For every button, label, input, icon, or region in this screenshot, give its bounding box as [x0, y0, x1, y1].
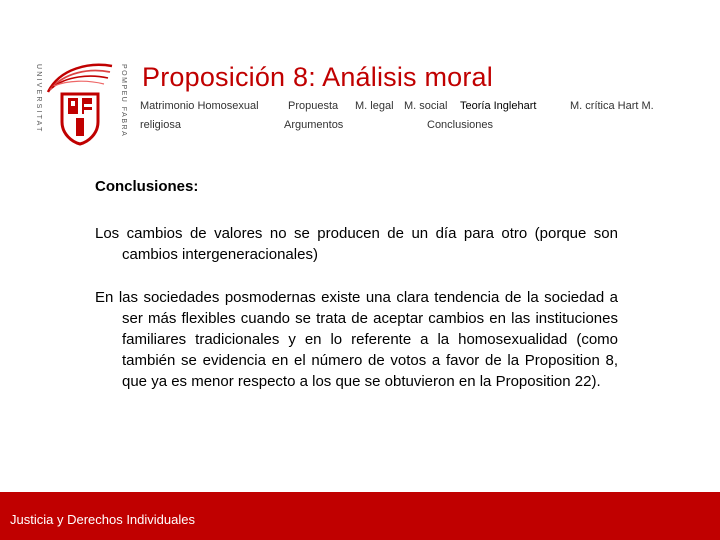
nav-item-conclusiones[interactable]: Conclusiones	[427, 119, 494, 131]
logo-side-text-right: POMPEU FABRA	[120, 64, 127, 138]
paragraph-1-text: Los cambios de valores no se producen de un día para otro (porque son cambios intergeneracionales)	[95, 225, 618, 263]
nav-row-top	[0, 100, 720, 118]
footer-bar	[0, 492, 720, 540]
footer-text: Justicia y Derechos Individuales	[10, 512, 195, 527]
nav-item-m-critica-hart[interactable]: M. crítica Hart M.	[570, 100, 654, 112]
slide-navigation	[0, 100, 720, 140]
nav-row-bottom	[0, 119, 720, 137]
section-heading: Conclusiones:	[95, 178, 199, 195]
nav-item-propuesta[interactable]: Propuesta	[288, 100, 339, 112]
nav-item-argumentos[interactable]: Argumentos	[284, 119, 344, 131]
nav-item-religiosa[interactable]: religiosa	[140, 119, 181, 131]
nav-item-m-legal[interactable]: M. legal	[355, 100, 394, 112]
paragraph-2-text: En las sociedades posmodernas existe una clara tendencia de la sociedad a ser más flexibles cuando se trata de aceptar cambios en las instituciones familiares tradicionales y en lo referente a la homosexualidad (como también se evidencia en el número de votos a favor de la Proposition 8, que ya es menor respecto a los que se obtuvieron en la Proposition 22).	[95, 289, 618, 390]
logo-side-text-left: UNIVERSITAT	[35, 64, 42, 134]
nav-item-matrimonio-homosexual[interactable]: Matrimonio Homosexual	[140, 100, 259, 112]
nav-item-teoria-inglehart[interactable]: Teoría Inglehart	[460, 100, 537, 112]
conclusion-paragraph-1	[95, 223, 618, 265]
logo-swoosh	[48, 65, 112, 92]
slide-title: Proposición 8: Análisis moral	[142, 62, 493, 92]
conclusion-paragraph-2	[95, 287, 618, 392]
nav-item-m-social[interactable]: M. social	[404, 100, 448, 112]
